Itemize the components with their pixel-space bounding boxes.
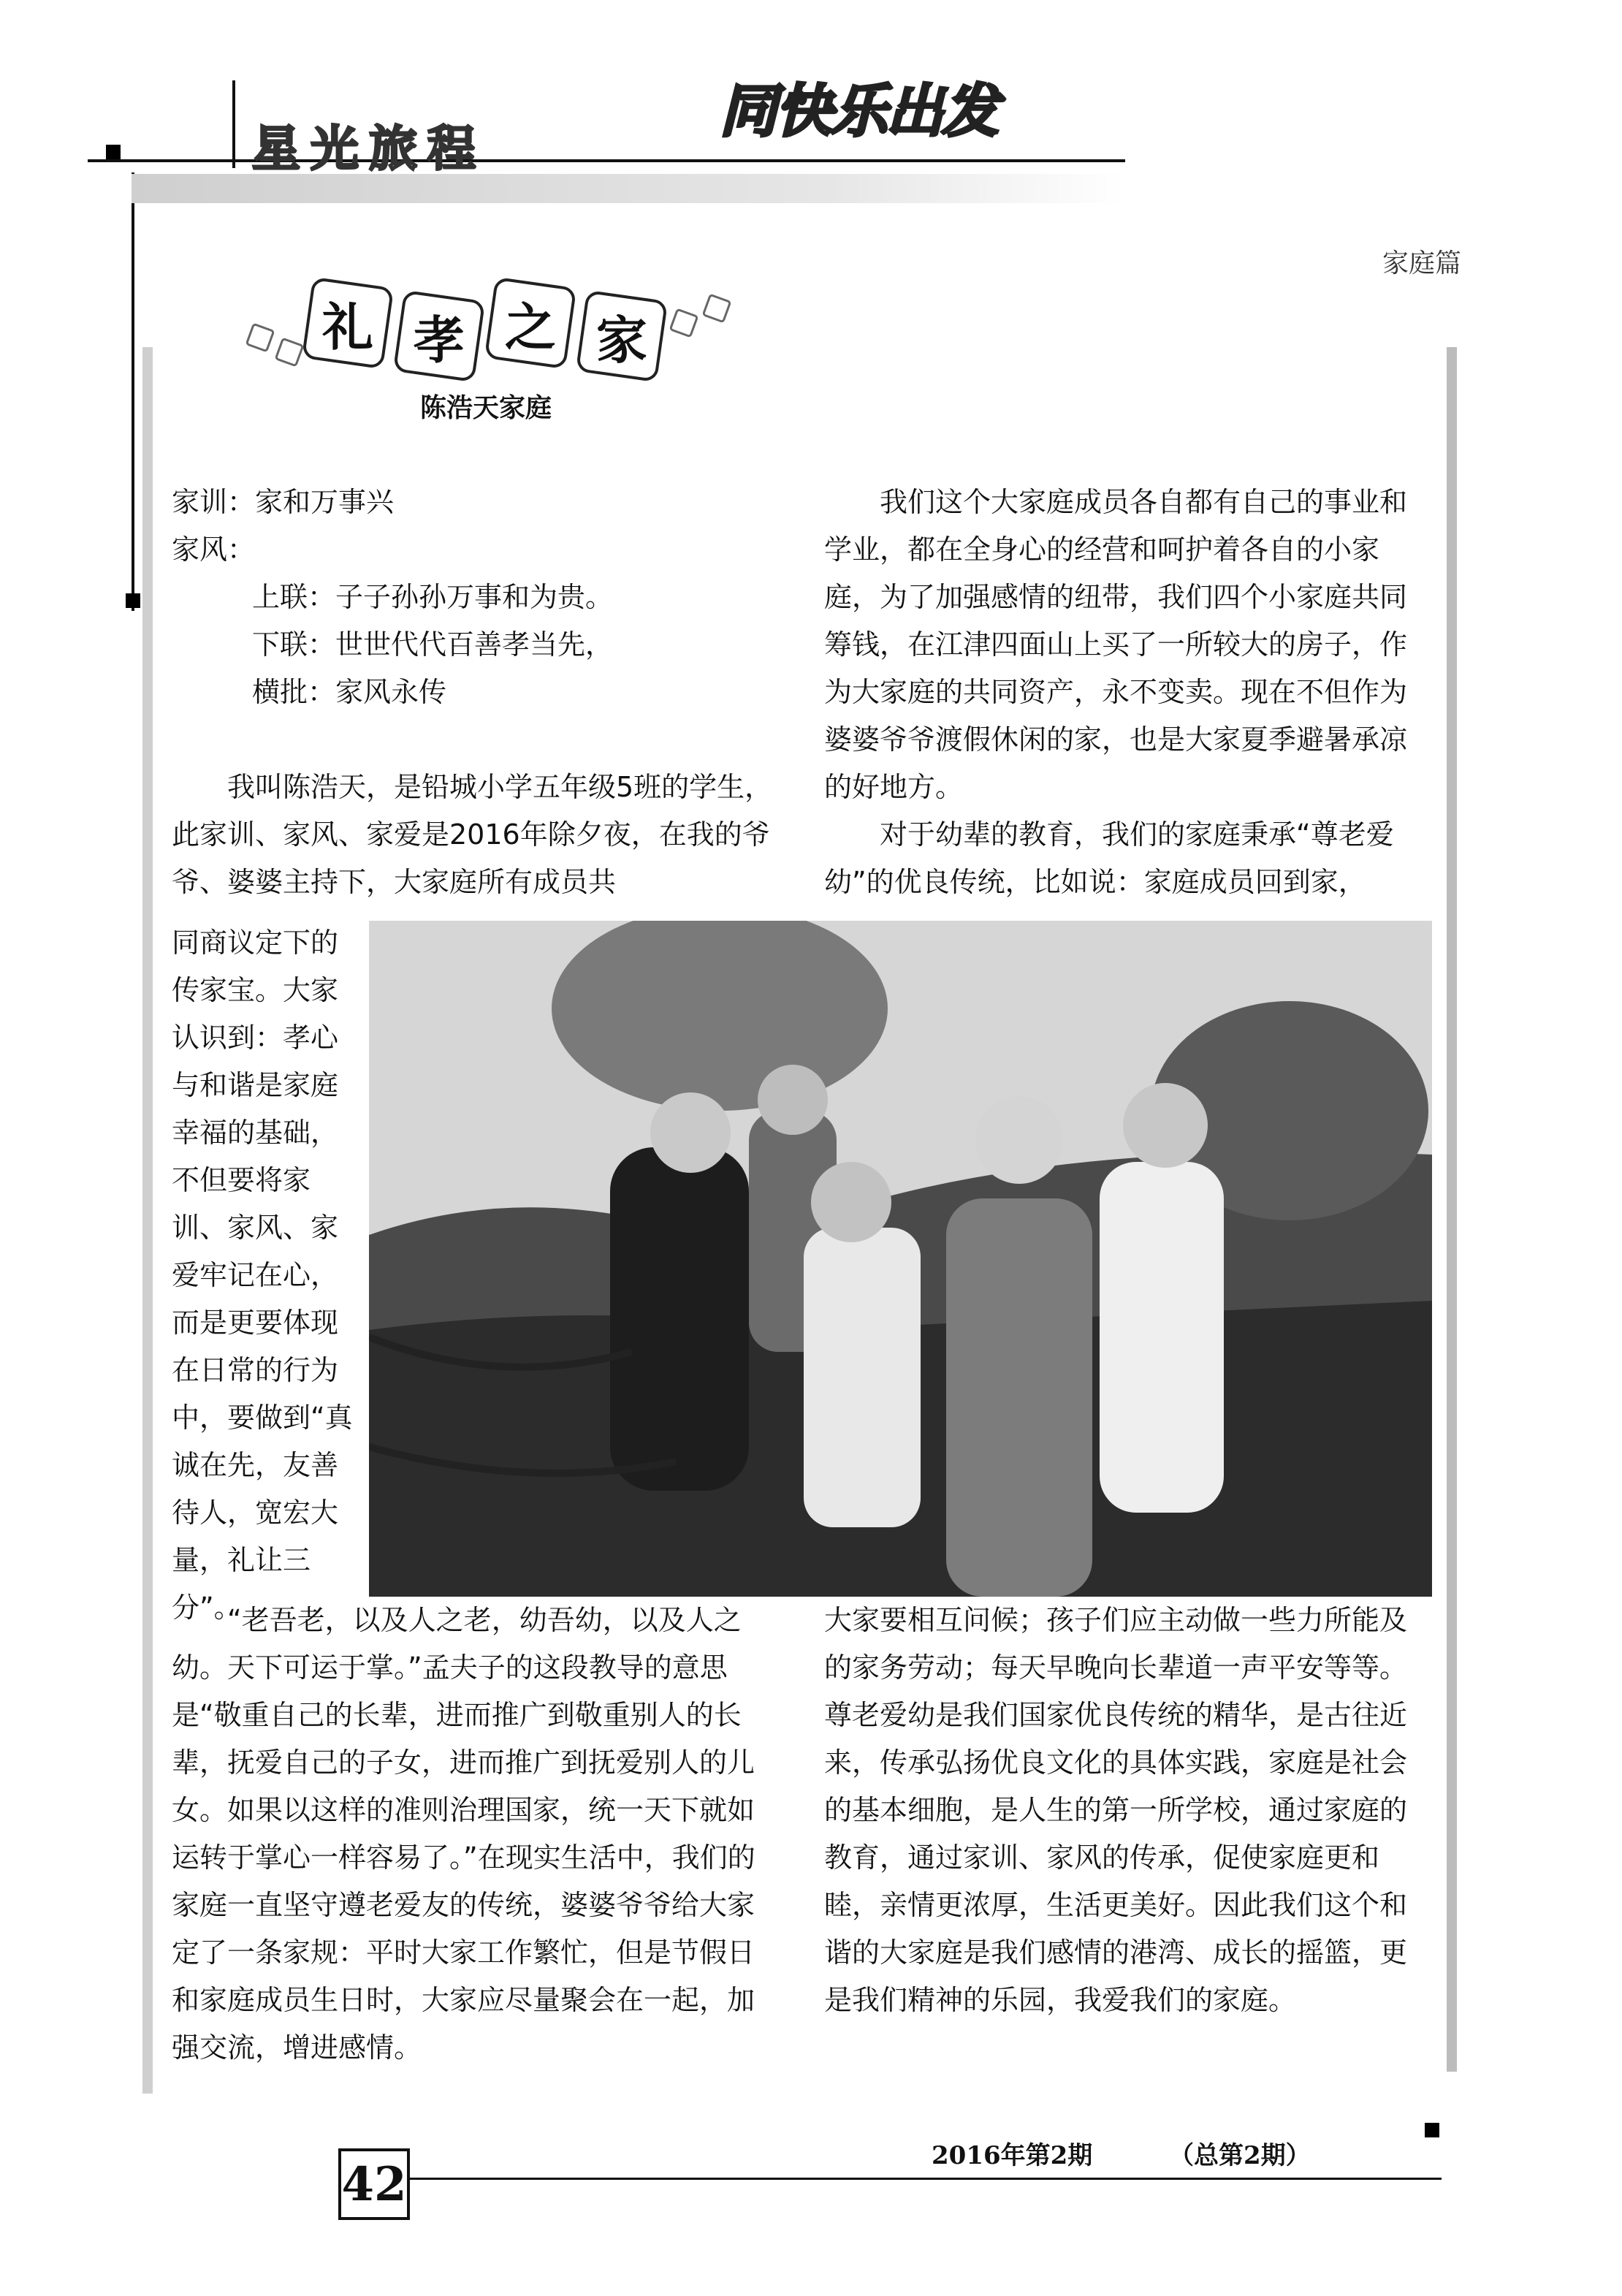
family-style-label: 家风： — [172, 533, 256, 566]
title-char-3: 之 — [484, 277, 576, 369]
title-char-4: 家 — [576, 290, 668, 382]
page-number: 42 — [338, 2148, 410, 2220]
right-column-top — [824, 479, 1434, 906]
brand-title: 星光旅程 — [252, 120, 486, 177]
footer-rule — [338, 2178, 1442, 2180]
decor-pentagon-icon — [669, 308, 698, 338]
left-paragraph-1: 我叫陈浩天，是铅城小学五年级5班的学生，此家训、家风、家爱是2016年除夕夜，在我的爷爷、婆婆主持下，大家庭所有成员共 — [172, 771, 773, 898]
header-rule-vert-a — [232, 80, 235, 168]
article-author: 陈浩天家庭 — [420, 393, 552, 423]
magazine-logo: 同快乐出发 — [720, 79, 998, 145]
left-paragraph-2: “老吾老，以及人之老，幼吾幼，以及人之幼。天下可运于掌。”孟夫子的这段教导的意思是“敬重自己的长辈，进而推广到敬重别人的长辈，抚爱自己的子女，进而推广到抚爱别人的儿女。如果以这样的准则治理国家，统一天下就如运转于掌心一样容易了。”在现实生活中，我们的家庭一直坚守遵老爱友的传统，婆婆爷爷给大家定了一条家规：平时大家工作繁忙，但是节假日和家庭成员生日时，大家应尽量聚会在一起，加强交流，增进感情。 — [172, 1604, 755, 2064]
decor-pentagon-icon — [701, 293, 731, 323]
right-paragraph-1: 我们这个大家庭成员各自都有自己的事业和学业，都在全身心的经营和呵护着各自的小家庭，为了加强感情的纽带，我们四个小家庭共同筹钱，在江津四面山上买了一所较大的房子，作为大家庭的共同资产，永不变卖。现在不但作为婆婆爷爷渡假休闲的家，也是大家夏季避暑承凉的好地方。 — [824, 486, 1408, 803]
couplet-top: 横批：家风永传 — [252, 676, 447, 708]
left-margin-bar — [142, 347, 153, 2094]
family-motto: 家训：家和万事兴 — [172, 486, 395, 518]
couplet-up: 上联：子子孙孙万事和为贵。 — [252, 581, 614, 613]
left-column-top — [172, 479, 782, 906]
header-square-marker — [106, 145, 121, 159]
section-tag: 家庭篇 — [1382, 248, 1461, 278]
left-narrow-column — [172, 919, 362, 1632]
left-paragraph-1-cont: 同商议定下的传家宝。大家认识到：孝心与和谐是家庭幸福的基础，不但要将家训、家风、家爱牢记在心，而是更要体现在日常的行为中，要做到“真诚在先，友善待人，宽宏大量，礼让三分”。 — [172, 927, 353, 1624]
right-paragraph-3: 大家要相互问候；孩子们应主动做一些力所能及的家务劳动；每天早晚向长辈道一声平安等等。尊老爱幼是我们国家优良传统的精华，是古往近来，传承弘扬优良文化的具体实践，家庭是社会的基本细胞，是人生的第一所学校，通过家庭的教育，通过家训、家风的传承，促使家庭更和睦，亲情更浓厚，生活更美好。因此我们这个和谐的大家庭是我们感情的港湾、成长的摇篮，更是我们精神的乐园，我爱我们的家庭。 — [824, 1604, 1408, 2016]
decor-pentagon-icon — [274, 337, 304, 367]
header-rule-vert-b — [132, 172, 134, 611]
couplet-down: 下联：世世代代百善孝当先， — [252, 628, 614, 661]
right-margin-bar — [1447, 347, 1457, 2072]
total-issue-label: （总第2期） — [1169, 2141, 1311, 2170]
article-title — [248, 275, 760, 377]
decor-pentagon-icon — [245, 322, 275, 352]
family-photo-image — [369, 921, 1432, 1597]
left-column-bottom — [172, 1597, 782, 2072]
header-rule-top — [88, 159, 1125, 162]
title-char-2: 孝 — [393, 290, 485, 382]
title-char-1: 礼 — [302, 277, 394, 369]
left-margin-square — [126, 593, 140, 608]
footer-square-marker — [1425, 2123, 1439, 2137]
right-column-bottom — [824, 1597, 1434, 2024]
family-photo — [369, 921, 1432, 1597]
issue-label: 2016年第2期 — [932, 2141, 1093, 2170]
right-paragraph-2: 对于幼辈的教育，我们的家庭秉承“尊老爱幼”的优良传统，比如说：家庭成员回到家， — [824, 818, 1394, 898]
